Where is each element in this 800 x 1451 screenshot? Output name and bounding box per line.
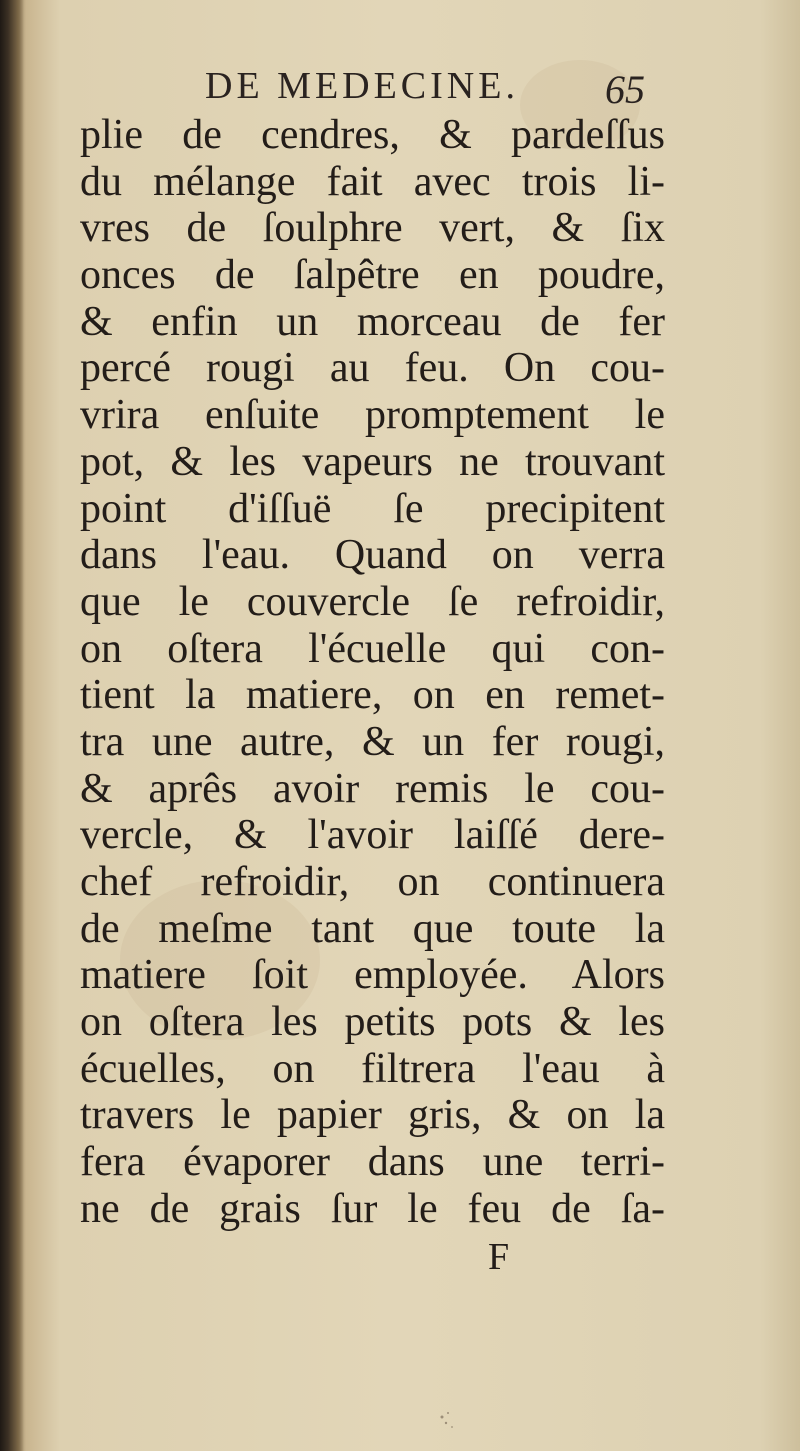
text-line: percé rougi au feu. On cou-: [80, 345, 665, 392]
text-line: on oſtera les petits pots & les: [80, 999, 665, 1046]
text-line: tient la matiere, on en remet-: [80, 672, 665, 719]
text-line: plie de cendres, & pardeſſus: [80, 112, 665, 158]
text-line: vercle, & l'avoir laiſſé dere-: [80, 812, 665, 859]
text-line: chef refroidir, on continuera: [80, 859, 665, 905]
text-line: vrira enſuite promptement le: [80, 392, 665, 439]
text-line: vres de ſoulphre vert, & ſix: [80, 205, 665, 252]
signature-mark: F: [488, 1236, 510, 1278]
ink-speck-icon: [432, 1405, 462, 1435]
text-line: de meſme tant que toute la: [80, 905, 665, 952]
text-line: travers le papier gris, & on la: [80, 1092, 665, 1139]
text-line: du mélange fait avec trois li-: [80, 158, 665, 205]
book-spine-shadow: [0, 0, 24, 1451]
text-line: ne de grais ſur le feu de ſa-: [80, 1185, 665, 1232]
text-line: point d'iſſuë ſe precipitent: [80, 485, 665, 532]
text-line: que le couvercle ſe refroidir,: [80, 578, 665, 625]
text-line: fera évaporer dans une terri-: [80, 1139, 665, 1186]
running-title: DE MEDECINE.: [205, 65, 519, 107]
text-line: matiere ſoit employée. Alors: [80, 952, 665, 999]
text-line: écuelles, on filtrera l'eau à: [80, 1045, 665, 1092]
running-head: [205, 62, 670, 112]
page-number: 65: [605, 67, 645, 112]
body-text: [80, 112, 665, 1233]
text-line: & aprês avoir remis le cou-: [80, 765, 665, 812]
text-line: on oſtera l'écuelle qui con-: [80, 625, 665, 672]
text-line: pot, & les vapeurs ne trouvant: [80, 438, 665, 485]
text-line: dans l'eau. Quand on verra: [80, 532, 665, 579]
text-line: tra une autre, & un fer rougi,: [80, 718, 665, 765]
text-line: & enfin un morceau de fer: [80, 298, 665, 345]
text-line: onces de ſalpêtre en poudre,: [80, 252, 665, 299]
